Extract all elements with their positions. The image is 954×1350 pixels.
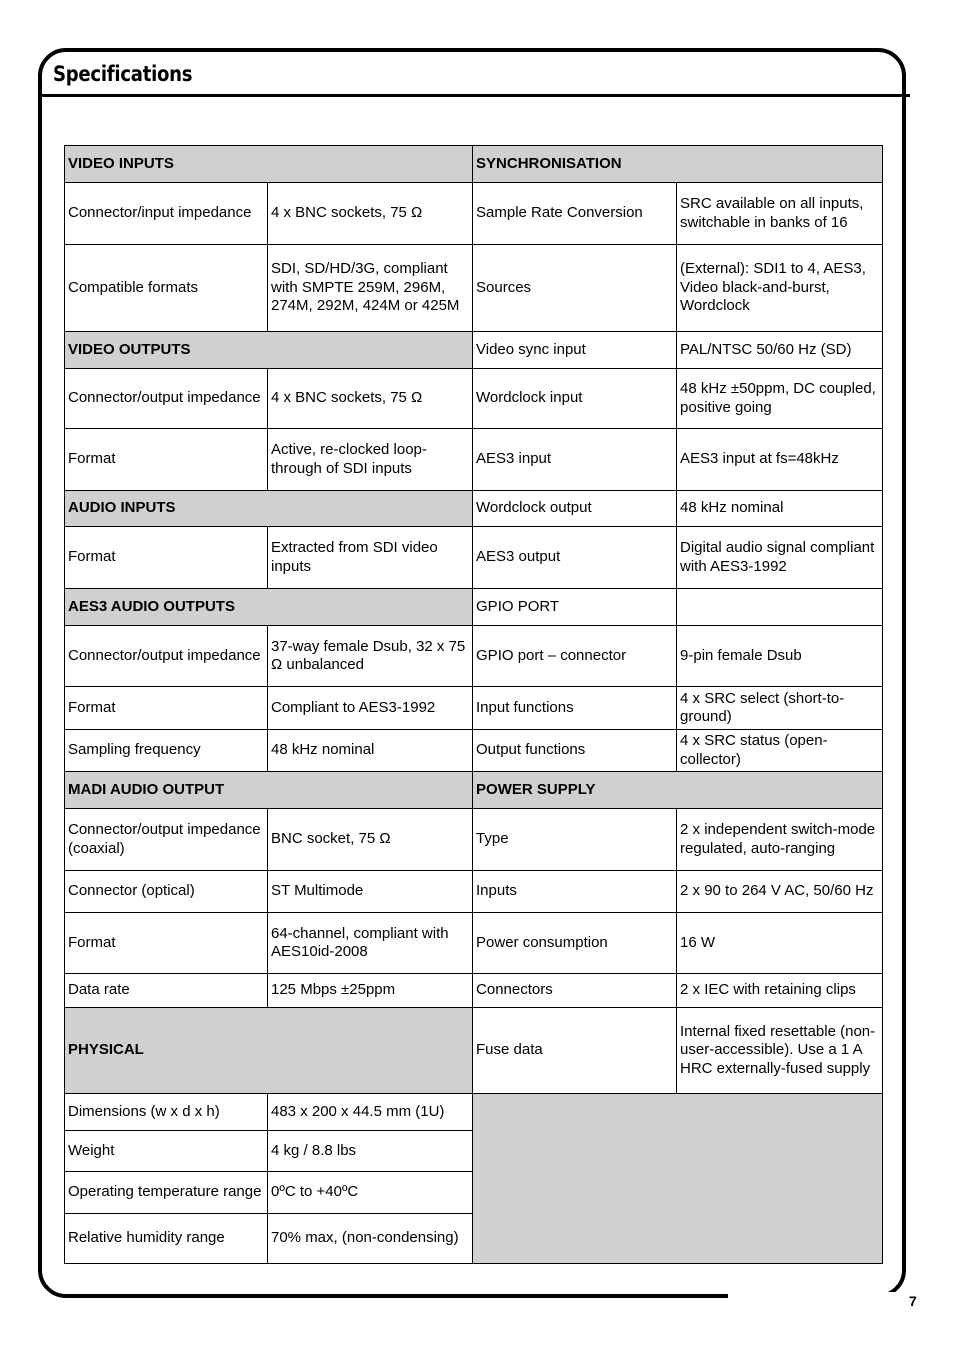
spec-label: Connectors: [473, 974, 677, 1008]
spec-label: Type: [473, 809, 677, 871]
section-header-power-supply: POWER SUPPLY: [473, 772, 883, 809]
spec-value: [677, 589, 883, 626]
spec-label: Connector/input impedance: [65, 183, 268, 245]
section-header-audio-inputs: AUDIO INPUTS: [65, 491, 473, 527]
spec-label: Format: [65, 687, 268, 730]
spec-label: Video sync input: [473, 332, 677, 369]
spec-label: AES3 input: [473, 429, 677, 491]
spec-label: Connector/output impedance: [65, 369, 268, 429]
table-row: [65, 429, 883, 491]
spec-label: GPIO port – connector: [473, 626, 677, 687]
table-row: [65, 369, 883, 429]
spec-label: Wordclock output: [473, 491, 677, 527]
spec-value: Compliant to AES3-1992: [268, 687, 473, 730]
spec-label: Format: [65, 527, 268, 589]
spec-label: Connector/output impedance (coaxial): [65, 809, 268, 871]
table-row: [65, 183, 883, 245]
spec-value: 64-channel, compliant with AES10id-2008: [268, 913, 473, 974]
table-row: [65, 589, 883, 626]
spec-value: 9-pin female Dsub: [677, 626, 883, 687]
table-row: [65, 772, 883, 809]
table-row: [65, 146, 883, 183]
spec-value: 4 x SRC status (open-collector): [677, 730, 883, 772]
spec-value: PAL/NTSC 50/60 Hz (SD): [677, 332, 883, 369]
section-header-synchronisation: SYNCHRONISATION: [473, 146, 883, 183]
spec-value: 4 x BNC sockets, 75 Ω: [268, 369, 473, 429]
spec-value: Extracted from SDI video inputs: [268, 527, 473, 589]
spec-label: Sampling frequency: [65, 730, 268, 772]
spec-label: Sample Rate Conversion: [473, 183, 677, 245]
spec-value: 0ºC to +40ºC: [268, 1172, 473, 1214]
spec-value: SDI, SD/HD/3G, compliant with SMPTE 259M, 296M, 274M, 292M, 424M or 425M: [268, 245, 473, 332]
section-header-video-inputs: VIDEO INPUTS: [65, 146, 473, 183]
table-row: [65, 527, 883, 589]
spec-label: Dimensions (w x d x h): [65, 1094, 268, 1131]
table-row: [65, 332, 883, 369]
spec-value: SRC available on all inputs, switchable in banks of 16: [677, 183, 883, 245]
spec-label: Data rate: [65, 974, 268, 1008]
spec-label: Relative humidity range: [65, 1214, 268, 1264]
spec-value: Digital audio signal compliant with AES3-1992: [677, 527, 883, 589]
spec-value: BNC socket, 75 Ω: [268, 809, 473, 871]
section-header-madi-audio-output: MADI AUDIO OUTPUT: [65, 772, 473, 809]
spec-label: Inputs: [473, 871, 677, 913]
page-number: 7: [909, 1293, 917, 1309]
table-row: [65, 626, 883, 687]
spec-value: 37-way female Dsub, 32 x 75 Ω unbalanced: [268, 626, 473, 687]
header-rule: [40, 94, 910, 97]
spec-value: 48 kHz nominal: [677, 491, 883, 527]
spec-value: Internal fixed resettable (non-user-accessible). Use a 1 A HRC externally-fused supply: [677, 1008, 883, 1094]
spec-label: Sources: [473, 245, 677, 332]
table-row: [65, 687, 883, 730]
page-title: Specifications: [53, 62, 193, 86]
table-row: [65, 245, 883, 332]
spec-value: 48 kHz ±50ppm, DC coupled, positive going: [677, 369, 883, 429]
spec-value: 48 kHz nominal: [268, 730, 473, 772]
spec-value: ST Multimode: [268, 871, 473, 913]
spec-label: Input functions: [473, 687, 677, 730]
empty-filler-cell: [473, 1094, 883, 1264]
table-row: [65, 871, 883, 913]
spec-value: Active, re-clocked loop-through of SDI inputs: [268, 429, 473, 491]
spec-value: 2 x independent switch-mode regulated, auto-ranging: [677, 809, 883, 871]
spec-value: 4 kg / 8.8 lbs: [268, 1131, 473, 1172]
table-row: [65, 913, 883, 974]
spec-value: 483 x 200 x 44.5 mm (1U): [268, 1094, 473, 1131]
spec-label: Wordclock input: [473, 369, 677, 429]
spec-value: 125 Mbps ±25ppm: [268, 974, 473, 1008]
table-row: [65, 730, 883, 772]
table-row: [65, 1094, 883, 1131]
spec-value: (External): SDI1 to 4, AES3, Video black-and-burst, Wordclock: [677, 245, 883, 332]
spec-value: 4 x BNC sockets, 75 Ω: [268, 183, 473, 245]
spec-label: AES3 output: [473, 527, 677, 589]
spec-label: Power consumption: [473, 913, 677, 974]
section-header-physical: PHYSICAL: [65, 1008, 473, 1094]
spec-label: Format: [65, 429, 268, 491]
spec-label: Operating temperature range: [65, 1172, 268, 1214]
spec-label-gpio-port: GPIO PORT: [473, 589, 677, 626]
spec-value: AES3 input at fs=48kHz: [677, 429, 883, 491]
spec-value: 2 x IEC with retaining clips: [677, 974, 883, 1008]
table-row: [65, 974, 883, 1008]
frame-gap: [728, 1292, 910, 1302]
spec-value: 16 W: [677, 913, 883, 974]
section-header-video-outputs: VIDEO OUTPUTS: [65, 332, 473, 369]
spec-label: Compatible formats: [65, 245, 268, 332]
spec-label: Weight: [65, 1131, 268, 1172]
spec-label: Connector/output impedance: [65, 626, 268, 687]
table-row: [65, 1008, 883, 1094]
spec-value: 70% max, (non-condensing): [268, 1214, 473, 1264]
spec-label: Format: [65, 913, 268, 974]
spec-label: Output functions: [473, 730, 677, 772]
spec-label: Fuse data: [473, 1008, 677, 1094]
table-row: [65, 809, 883, 871]
spec-value: 4 x SRC select (short-to-ground): [677, 687, 883, 730]
table-row: [65, 491, 883, 527]
spec-label: Connector (optical): [65, 871, 268, 913]
specifications-table: [64, 145, 883, 1264]
section-header-aes3-audio-outputs: AES3 AUDIO OUTPUTS: [65, 589, 473, 626]
spec-value: 2 x 90 to 264 V AC, 50/60 Hz: [677, 871, 883, 913]
